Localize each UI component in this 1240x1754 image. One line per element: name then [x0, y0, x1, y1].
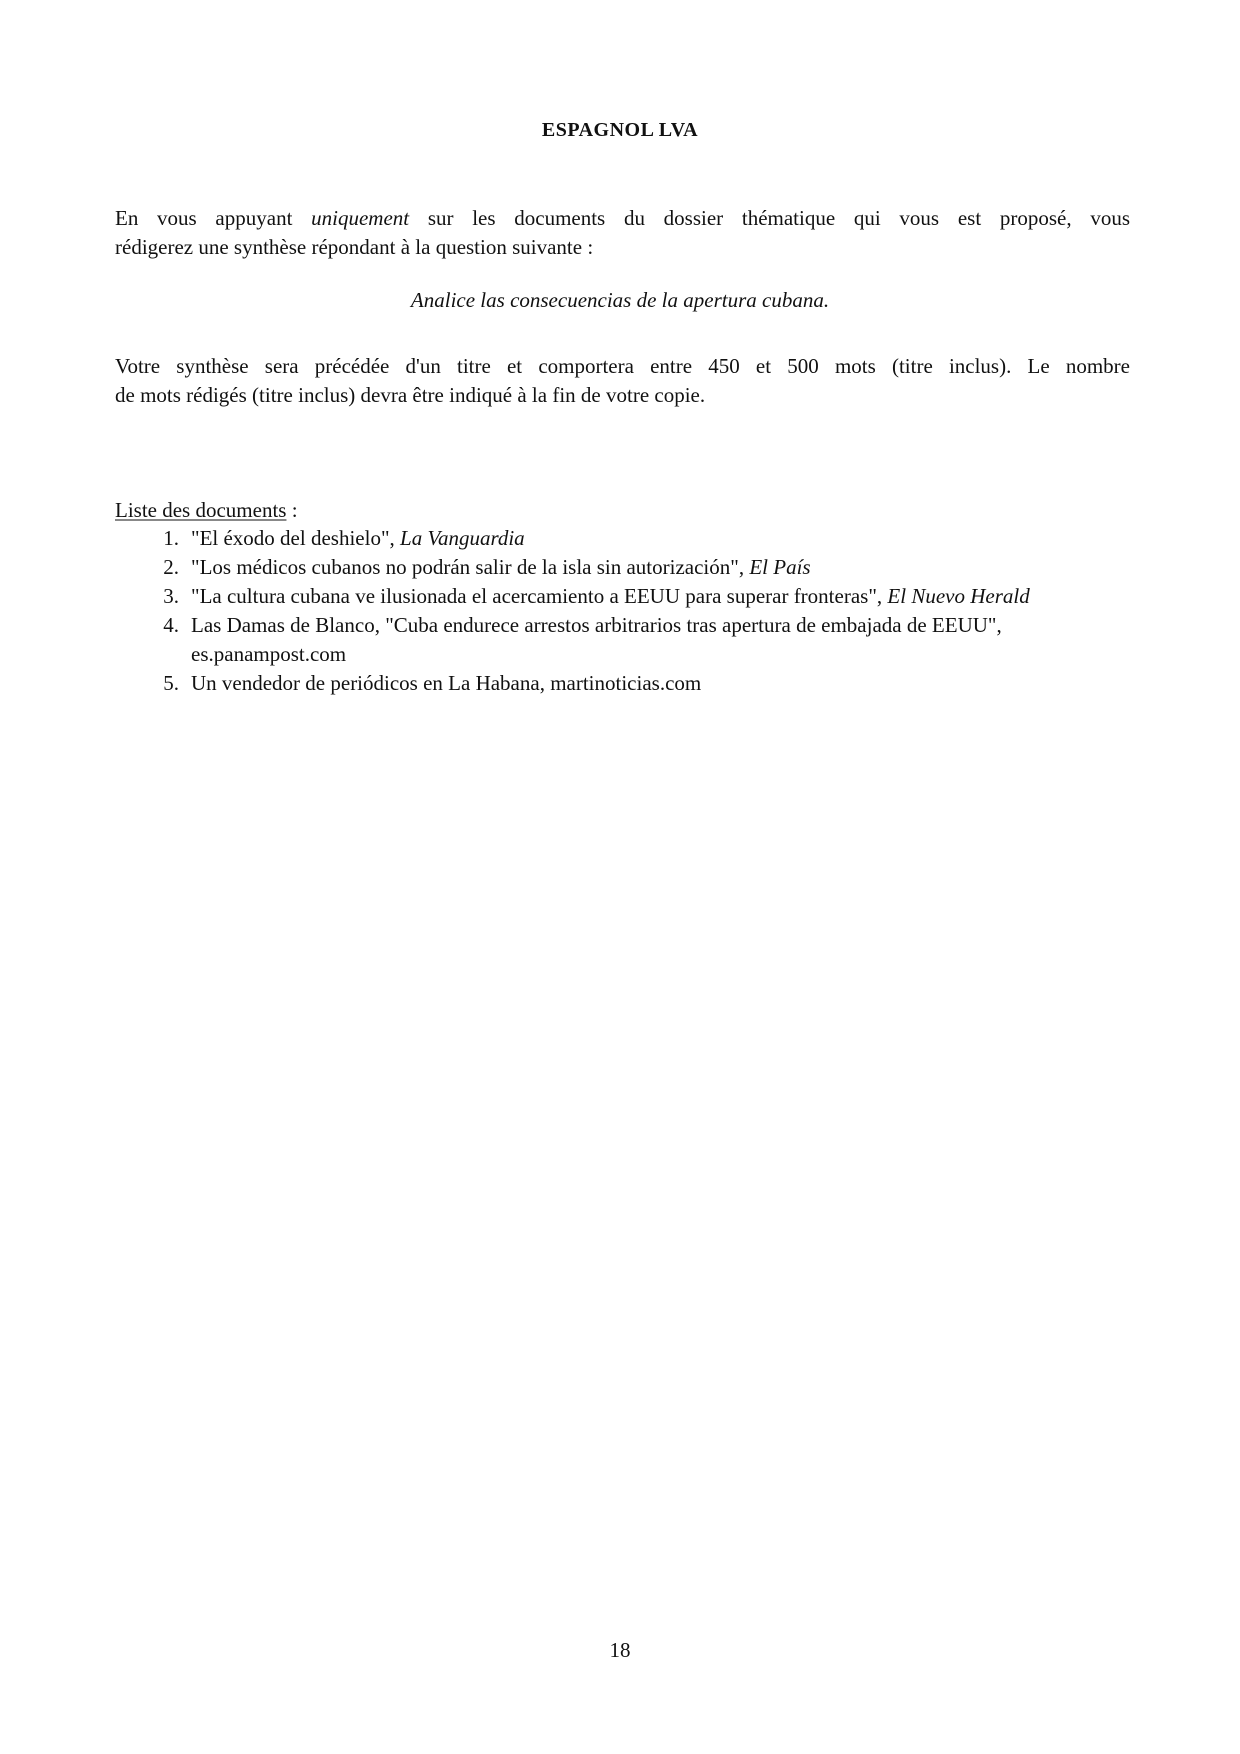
item-number: 3. — [163, 584, 179, 608]
list-item — [115, 669, 1130, 698]
requirements-paragraph — [115, 352, 1130, 410]
item-number: 5. — [163, 671, 179, 695]
item-source: El País — [749, 555, 811, 579]
item-text: Un vendedor de periódicos en La Habana, martinoticias.com — [191, 671, 702, 695]
item-number: 4. — [163, 613, 179, 637]
document-list — [115, 524, 1130, 698]
item-text: "La cultura cubana ve ilusionada el acercamiento a EEUU para superar fronteras", — [191, 584, 888, 608]
item-text: "El éxodo del deshielo", — [191, 526, 401, 550]
question: Analice las consecuencias de la apertura cubana. — [410, 288, 830, 312]
instructions-text: sur les documents du dossier thématique qui vous est proposé, vous — [409, 206, 1130, 230]
list-heading — [115, 496, 298, 525]
list-item — [115, 524, 1130, 553]
emphasis-text: uniquement — [311, 206, 410, 230]
item-source: El Nuevo Herald — [887, 584, 1030, 608]
list-item — [115, 611, 1130, 669]
instructions-text: En vous appuyant — [115, 206, 312, 230]
requirements-line-1: Votre synthèse sera précédée d'un titre et comportera entre 450 et 500 mots (titre inclus). Le nombre — [115, 354, 1130, 378]
item-source: La Vanguardia — [400, 526, 525, 550]
page-title: ESPAGNOL LVA — [541, 119, 699, 141]
item-text: Las Damas de Blanco, "Cuba endurece arrestos arbitrarios tras apertura de embajada de EEUU", es.panampost.com — [191, 613, 1002, 666]
list-heading-colon: : — [286, 498, 298, 522]
item-text: "Los médicos cubanos no podrán salir de la isla sin autorización", — [191, 555, 750, 579]
instructions-paragraph — [115, 204, 1130, 262]
item-number: 2. — [163, 555, 179, 579]
list-item — [115, 582, 1130, 611]
instructions-line-2: rédigerez une synthèse répondant à la question suivante : — [115, 235, 594, 259]
list-heading-text: Liste des documents — [115, 498, 287, 522]
page-number: 18 — [609, 1638, 631, 1662]
item-number: 1. — [163, 526, 179, 550]
requirements-line-2: de mots rédigés (titre inclus) devra être indiqué à la fin de votre copie. — [115, 383, 706, 407]
instructions-line-1 — [115, 204, 1130, 233]
list-item — [115, 553, 1130, 582]
